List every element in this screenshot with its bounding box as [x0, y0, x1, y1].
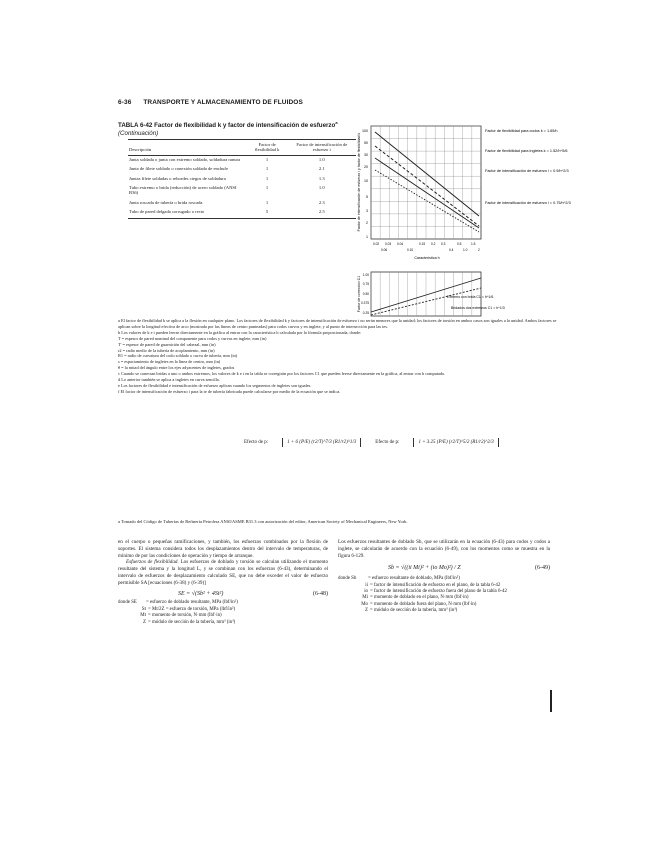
x-tick-label: 0.2 — [431, 242, 436, 246]
y-tick-label: 50 — [364, 141, 368, 145]
row-i: 1.0 — [318, 156, 325, 162]
x-tick-label: 0.04 — [397, 242, 404, 246]
definition-row — [118, 620, 328, 626]
y-tick-label: 20 — [364, 165, 368, 169]
row-description: Junta roscada de tubería o brida roscada — [129, 199, 203, 205]
right-equation: Sb = √((ii Mi)² + (io Mo)²) / Z — [388, 565, 461, 572]
footnote: b Los valores de k e i pueden leerse directamente en la gráfica al entrar con la característica h calculada por la fórmula proporcionada, donde: — [118, 329, 362, 335]
right-definitions — [338, 576, 550, 614]
y-tick-label: 3 — [366, 209, 368, 213]
chart-annotation: Factor de intensificación de esfuerzo i = 0.75/h^2/3 — [485, 201, 571, 205]
definition-symbol: donde Sb — [338, 576, 357, 582]
x-tick-label: 2 — [478, 248, 480, 252]
left-paragraph: en el cuerpo o pequeñas ramificaciones, y también, los esfuerzos combinados por la flexión de soportes. El sistema considera todos los desplazamientos dentro del intervalo de temperaturas, de mínimo de por las condiciones de operación y tiempo de arranque. — [118, 539, 328, 559]
definition-symbol: Mt — [140, 613, 146, 619]
table-row — [128, 175, 356, 184]
table-title-text: TABLA 6-42 Factor de flexibilidad k y factor de intensificación de esfuerzo — [118, 122, 336, 130]
row-description: Juntas filete soldadas o rebordes ciegos de soldadura — [129, 175, 226, 181]
footnote: T = espesor de pared nominal del componente para codos y curvas en inglete, mm (in) — [118, 335, 267, 341]
table-row — [128, 208, 356, 218]
y-tick-label: 100 — [362, 129, 368, 133]
formula-right-label: Efecto de p: — [375, 440, 400, 445]
definition-symbol: St — [141, 606, 146, 612]
table-row — [128, 199, 356, 208]
row-k: 1 — [265, 185, 269, 191]
running-header — [118, 99, 303, 106]
table-row — [128, 155, 356, 165]
y-tick-label: 10 — [364, 179, 368, 183]
row-k: 5 — [265, 209, 269, 215]
row-description: Junta de filete soldado o conexión soldada de enchufe — [129, 166, 228, 172]
y-tick-label: 5 — [366, 195, 368, 199]
definition-text: = esfuerzo de doblado resultante, MPa (lbf/in²) — [146, 600, 238, 606]
left-paragraph: Los esfuerzos de doblado y torsión se calculan utilizando el momento resultante del sistema y la longitud L, y se combinan con los esfuerzos (6-43), determinando el intervalo de esfuerzos de desplazamiento calculado SE, que no debe exceder el valor de esfuerzo permisible SA [ecuaciones (6-38) y (6-39)] — [118, 559, 329, 586]
lower-y-tick-label: 0.375 — [361, 301, 369, 305]
chart-left-axis-label: Factor de intensificación de esfuerzo i y factor de flexibilidad k — [357, 132, 361, 232]
row-k: 1 — [265, 156, 269, 162]
chart-annotation: Factor de intensificación de esfuerzo i = 0.9/h^2/3 — [485, 169, 569, 173]
correction-annotation: Extremo con brida C1 = h^1/6 — [447, 295, 494, 299]
x-tick-label: 1.5 — [471, 242, 476, 246]
lower-y-tick-label: 1.00 — [362, 273, 369, 277]
col-header-flexibility: Factor de flexibilidad k — [247, 140, 288, 156]
footnote: d Lo anterior también se aplica a ingletes en curva sencilla. — [118, 377, 220, 383]
y-tick-label: 2 — [366, 221, 368, 225]
row-i: 2.1 — [318, 166, 325, 172]
left-definitions — [118, 600, 328, 626]
x-tick-label: 0.15 — [419, 242, 426, 246]
table-row — [128, 184, 356, 199]
left-equation: SE = √(Sb² + 4St²) — [178, 590, 224, 597]
right-equation-line — [388, 565, 550, 572]
definition-text: = módulo de sección de la tubería, mm³ (in³) — [370, 608, 458, 614]
chart-x-label: Característica h — [414, 256, 440, 260]
definition-symbol: Z — [365, 608, 368, 614]
row-i: 2.5 — [318, 209, 325, 215]
footnote: R1 = radio de curvatura del codo soldado o curva de tubería, mm (in) — [118, 353, 238, 359]
definition-symbol: Z — [143, 619, 146, 625]
x-tick-label: 0.06 — [381, 248, 388, 252]
definition-symbol: io — [364, 589, 368, 594]
left-subheading: Esfuerzos de flexibilidad. — [126, 559, 179, 566]
x-tick-label: 0.10 — [407, 248, 414, 252]
margin-bar — [550, 690, 552, 712]
formula-left-expression: 1 + 6 (P/E) (r2/T)^7/3 (R1/r2)^1/3 — [282, 438, 361, 447]
table-row — [128, 165, 356, 174]
left-column — [118, 539, 328, 626]
correction-chart — [355, 268, 555, 323]
footnote: e Los factores de flexibilidad e intensificación de esfuerzo aplican cuando los segmentos de ingletes son iguales. — [118, 382, 312, 388]
footnote: c Cuando se conectan bridas a uno o ambos extremos, los valores de k e i en la tabla se corregirán por los factores C1 que pueden leerse directamente en la gráfica, al entrar con h computado. — [118, 371, 446, 377]
row-i: 1.3 — [318, 175, 325, 181]
lower-y-tick-label: 0.25 — [362, 311, 369, 315]
row-k: 1 — [265, 166, 269, 172]
definition-symbol: donde SE — [118, 600, 137, 606]
definition-text: = momento de doblado fuera del plano, N·mm (lbf·in) — [370, 601, 477, 607]
x-tick-label: 0.4 — [449, 248, 454, 252]
definition-text: = factor de intensificación de esfuerzo en el plano, de la tabla 6-42 — [370, 582, 501, 588]
correction-annotation: Bridados dos extremos C1 = h^1/3 — [451, 306, 505, 310]
row-i: 1.0 — [318, 185, 325, 191]
definition-symbol: Mo — [361, 601, 368, 607]
i-inplane-line — [375, 170, 479, 232]
row-i: 2.3 — [318, 199, 325, 205]
right-column — [338, 539, 550, 615]
table-title — [118, 119, 363, 138]
table-continued: (Continuación) — [118, 130, 159, 138]
definition-text: = Mt/2Z = esfuerzo de torsión, MPa (lbf/in²) — [148, 606, 236, 612]
definition-text: = esfuerzo resultante de doblado, MPa (lbf/in²) — [368, 576, 460, 582]
col-header-intensification: Factor de intensificación de esfuerzo i — [288, 140, 356, 156]
footnote: T' = espesor de pared de guarnición del cabezal, mm (in) — [118, 341, 216, 347]
table-header-row — [128, 140, 356, 156]
row-description: Tubo extremo o brida (reducción) de acero soldado (ANSI B36) — [129, 185, 237, 196]
definition-text: = módulo de sección de la tubería, mm³ (in³) — [148, 619, 236, 625]
row-description: Tubo de pared delgada corrugado o recto — [129, 209, 205, 215]
row-k: 1 — [265, 175, 269, 181]
right-paragraph: Los esfuerzos resultantes de doblado Sb, que se utilizarán en la ecuación (6-43) para codos y codos a inglete, se calcularán de acuerdo con la ecuación (6-49), con los momentos como se muestra en la figura 6-129. — [338, 539, 550, 559]
footnote: θ = la mitad del ángulo entre los ejes adyacentes de ingletes, grados — [118, 365, 235, 371]
source-note: a Tomado del Código de Tuberías de Refinería Petrolera ANSI/ASME B31.3 con autorización del editor, American Society of Mechanical Engineers, New York. — [118, 519, 408, 524]
chart-grid-vertical — [371, 126, 472, 239]
x-tick-label: 0.03 — [385, 242, 392, 246]
y-tick-label: 1 — [366, 235, 368, 239]
running-title: TRANSPORTE Y ALMACENAMIENTO DE FLUIDOS — [143, 99, 303, 106]
left-equation-number: (6-48) — [313, 590, 328, 597]
row-k: 1 — [265, 199, 269, 205]
lower-y-tick-label: 0.50 — [362, 292, 369, 296]
table-title-sup: a — [335, 120, 338, 125]
x-tick-label: 1.0 — [463, 248, 468, 252]
definition-row — [338, 608, 550, 614]
definition-text: = factor de intensificación de esfuerzo fuera del plano de la tabla 6-42 — [370, 589, 507, 594]
footnote: r2 = radio medio de la tubería de acoplamiento, mm (in) — [118, 347, 215, 353]
x-tick-label: 0.3 — [441, 242, 446, 246]
lower-y-tick-label: 0.75 — [362, 282, 369, 286]
row-description: Junta soldada o junta con extremo soldado, soldadura ranura — [129, 156, 241, 162]
footnote: f El factor de intensificación de esfuerzo i para la te de tubería fabricada puede calcularse por medio de la ecuación que se indica. — [118, 388, 341, 394]
definition-symbol: Mi — [362, 595, 368, 601]
formula-left-label: Efecto de p: — [244, 440, 269, 445]
x-tick-label: 0.5 — [457, 242, 462, 246]
pressure-formulas — [244, 438, 574, 447]
footnotes — [118, 318, 558, 395]
x-tick-label: 0.02 — [373, 242, 380, 246]
footnote: a El factor de flexibilidad k se aplica a la flexión en cualquier plano. Los factores de flexibilidad k y factores de intensificación de esfuerzo i no serán menores que la unidad; los factores de torsión en ambos casos son iguales a la unidad. Ambos factores se aplican sobre la longitud efectiva de arco (mostrada por las líneas de centro punteadas) para codos curvos y en inglete, y al punto de intersección para las tes. — [118, 318, 557, 329]
definition-symbol: ii — [365, 582, 368, 588]
i-outplane-line — [375, 158, 479, 228]
y-tick-label: 30 — [364, 153, 368, 157]
definition-text: = momento de torsión, N·mm (lbf·in) — [148, 613, 222, 619]
k-elbow-line — [375, 132, 479, 216]
correction-axis-label: Factor de corrección C1 — [357, 275, 361, 313]
right-equation-number: (6-49) — [535, 565, 550, 572]
left-equation-line — [178, 591, 328, 598]
factor-table — [128, 139, 356, 219]
col-header-description: Descripción — [128, 140, 247, 156]
definition-text: = momento de doblado en el plano, N·mm (lbf·in) — [370, 595, 469, 601]
footnote: s = espaciamiento de ingletes en la línea de centro, mm (in) — [118, 359, 221, 365]
chart-annotation: Factor de flexibilidad para ingletes k = 1.52/h^5/6 — [485, 149, 568, 153]
page-number: 6-36 — [118, 99, 132, 106]
chart-annotation: Factor de flexibilidad para codos k = 1.65/h — [485, 129, 558, 133]
formula-right-expression: 1 + 3.25 (P/E) (r2/T)^5/2 (R1/r2)^2/3 — [413, 438, 498, 447]
